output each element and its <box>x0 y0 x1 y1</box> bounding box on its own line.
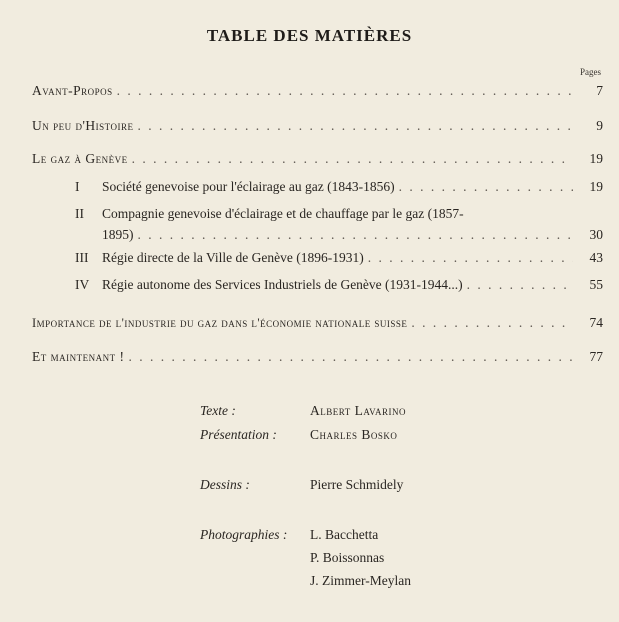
credit-role: Présentation : <box>200 427 277 442</box>
credit-name: Charles Bosko <box>310 427 398 442</box>
credit-row <box>200 427 397 443</box>
toc-subentry <box>75 205 603 243</box>
credit-row <box>200 403 406 419</box>
toc-entry-label: Le gaz à Genève <box>32 151 128 166</box>
toc-entry-page: 77 <box>589 349 603 364</box>
toc-entry-label: Et maintenant ! <box>32 349 125 364</box>
toc-subentry-number: II <box>75 206 84 221</box>
credit-role: Photographies : <box>200 527 288 542</box>
credit-row <box>200 477 403 493</box>
toc-subentry-page: 19 <box>589 179 603 194</box>
toc-subentry <box>75 276 603 293</box>
toc-entry-label: Avant-Propos <box>32 83 113 98</box>
toc-entry-page: 19 <box>589 151 603 166</box>
toc-entry-avant-propos <box>32 82 603 99</box>
toc-entry-histoire <box>32 117 603 134</box>
credit-name: Albert Lavarino <box>310 403 407 418</box>
toc-subentry-label: Régie autonome des Services Industriels de Genève (1931-1944...) <box>102 277 463 292</box>
toc-entry-label: Importance de l'industrie du gaz dans l'économie nationale suisse <box>32 316 408 330</box>
toc-subentry-number: I <box>75 179 80 194</box>
toc-subentry-label-continued: 1895) <box>102 227 134 242</box>
toc-entry-gaz-geneve <box>32 150 603 167</box>
toc-subentry-page: 43 <box>589 250 603 265</box>
credit-role: Texte : <box>200 403 236 418</box>
credit-row <box>200 573 411 589</box>
credit-name: Pierre Schmidely <box>310 477 404 492</box>
credit-row <box>200 550 384 566</box>
toc-entry-page: 74 <box>589 315 603 330</box>
toc-subentry-number: III <box>75 250 89 265</box>
toc-entry-importance <box>32 314 603 332</box>
toc-entry-page: 9 <box>596 118 603 133</box>
credit-role: Dessins : <box>200 477 250 492</box>
toc-entry-et-maintenant <box>32 348 603 365</box>
toc-subentry <box>75 249 603 266</box>
pages-column-label: Pages <box>580 67 601 77</box>
toc-entry-label: Un peu d'Histoire <box>32 118 134 133</box>
credit-row <box>200 527 378 543</box>
page-title: TABLE DES MATIÈRES <box>206 26 413 45</box>
credit-name: L. Bacchetta <box>310 527 379 542</box>
toc-subentry-label: Société genevoise pour l'éclairage au gaz (1843-1856) <box>102 179 395 194</box>
toc-subentry-label: Régie directe de la Ville de Genève (1896-1931) <box>102 250 364 265</box>
toc-entry-page: 7 <box>596 83 603 98</box>
toc-subentry-label: Compagnie genevoise d'éclairage et de chauffage par le gaz (1857- <box>102 206 464 221</box>
toc-subentry-page: 55 <box>589 277 603 292</box>
toc-subentry <box>75 178 603 195</box>
credit-name: J. Zimmer-Meylan <box>310 573 411 588</box>
toc-subentry-number: IV <box>75 277 90 292</box>
credit-name: P. Boissonnas <box>310 550 385 565</box>
toc-subentry-page: 30 <box>589 227 603 242</box>
